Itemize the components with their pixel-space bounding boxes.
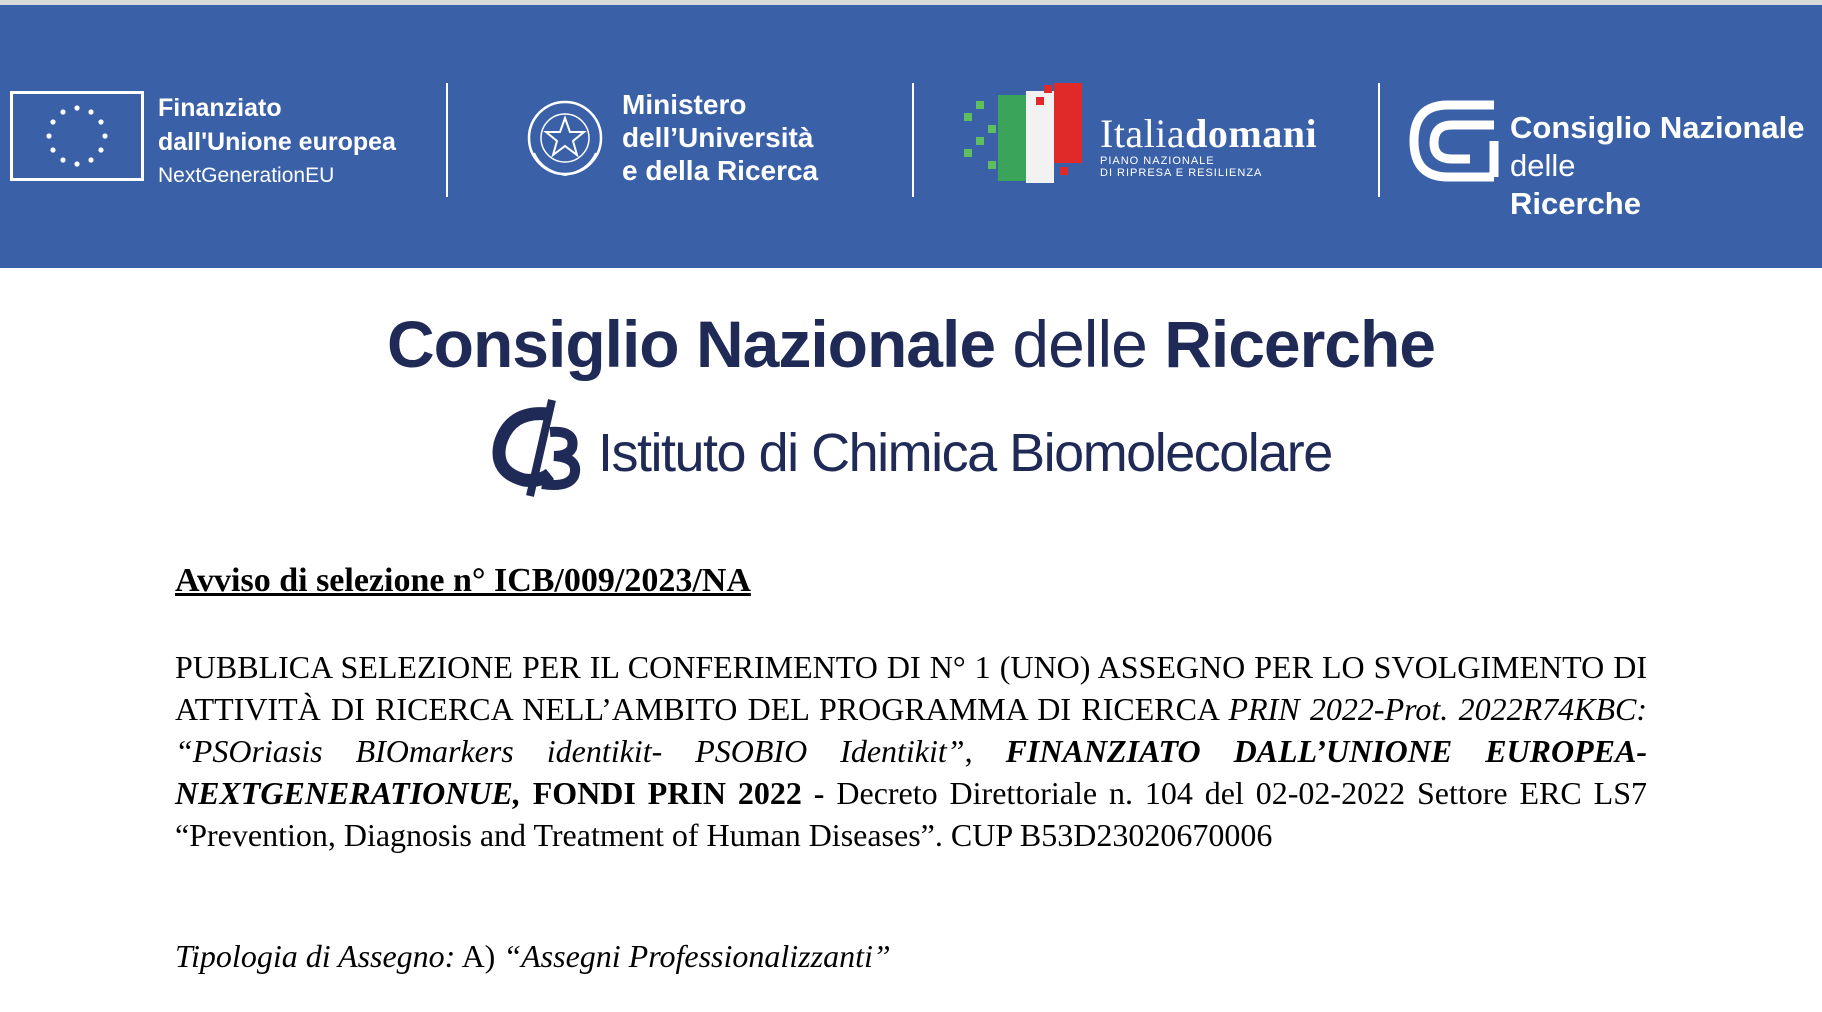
- cnr-title: [0, 306, 1822, 382]
- banner-divider: [446, 83, 448, 197]
- tipologia-label: Tipologia di Assegno:: [175, 938, 456, 974]
- italiadomani-name: [1100, 113, 1317, 155]
- eu-line-3: NextGenerationEU: [158, 164, 335, 187]
- cnr-banner-line-1: Consiglio Nazionale: [1510, 110, 1805, 145]
- italiadomani-label: [1100, 113, 1317, 179]
- mur-line-3: e della Ricerca: [622, 155, 819, 186]
- ministry-label: [622, 88, 818, 187]
- italiadomani-name-part1: Italia: [1100, 111, 1186, 156]
- tipologia-value: “Assegni Professionalizzanti”: [503, 938, 891, 974]
- cnr-title-part3: Ricerche: [1164, 307, 1436, 381]
- cnr-banner-line-2a: delle: [1510, 148, 1576, 183]
- paragraph-part-2: PRIN 2022-Prot. 2022R74KBC: “PSOriasis BIOmarkers identikit- PSOBIO Identikit”: [175, 691, 1647, 769]
- eu-funding-label: [158, 91, 396, 193]
- avviso-title: Avviso di selezione n° ICB/009/2023/NA: [175, 562, 751, 599]
- paragraph-part-3: ,: [964, 733, 1006, 769]
- cnr-banner-label: [1510, 109, 1805, 223]
- banner-divider: [912, 83, 914, 197]
- funding-banner: [0, 0, 1822, 268]
- eu-line-2: dall'Unione europea: [158, 128, 396, 156]
- banner-divider: [1378, 83, 1380, 197]
- announcement-paragraph: [175, 646, 1647, 856]
- cnr-logo-icon: [1408, 95, 1500, 183]
- italiadomani-sub-2: DI RIPRESA E RESILIENZA: [1100, 167, 1263, 179]
- italiadomani-sub-1: PIANO NAZIONALE: [1100, 155, 1215, 167]
- paragraph-part-5: FONDI PRIN 2022 -: [520, 775, 825, 811]
- cnr-banner-line-2: [1510, 147, 1805, 223]
- tipologia-prefix: A): [455, 938, 504, 974]
- paragraph-part-1: PUBBLICA SELEZIONE PER IL CONFERIMENTO DI N° 1 (UNO) ASSEGNO PER LO SVOLGIMENTO DI ATTIVITÀ DI RICERCA NELL’AMBITO DEL PROGRAMMA DI RICERCA: [175, 649, 1647, 727]
- cnr-title-part1: Consiglio Nazionale: [386, 307, 996, 381]
- paragraph-part-6: Decreto Direttoriale n. 104 del 02-02-2022 Settore ERC LS7 “Prevention, Diagnosis and Treatment of Human Diseases”. CUP B53D23020670006: [175, 775, 1648, 853]
- mur-line-1: Ministero: [622, 89, 747, 120]
- cnr-title-part2: delle: [995, 307, 1165, 381]
- cnr-banner-line-2b: Ricerche: [1510, 186, 1641, 221]
- italiadomani-flag-icon: [964, 83, 1092, 189]
- icb-logo-icon: [490, 392, 590, 504]
- mur-line-2: dell’Università: [622, 122, 814, 153]
- tipologia-line: [175, 938, 1647, 975]
- institute-name: Istituto di Chimica Biomolecolare: [598, 423, 1332, 483]
- italiadomani-name-part2: domani: [1185, 111, 1318, 156]
- eu-line-1: Finanziato: [158, 94, 282, 122]
- paragraph-part-4: FINANZIATO DALL’UNIONE EUROPEA-NEXTGENERATIONUE,: [175, 733, 1648, 811]
- italian-republic-emblem-icon: [522, 93, 608, 183]
- eu-flag-icon: [10, 91, 144, 181]
